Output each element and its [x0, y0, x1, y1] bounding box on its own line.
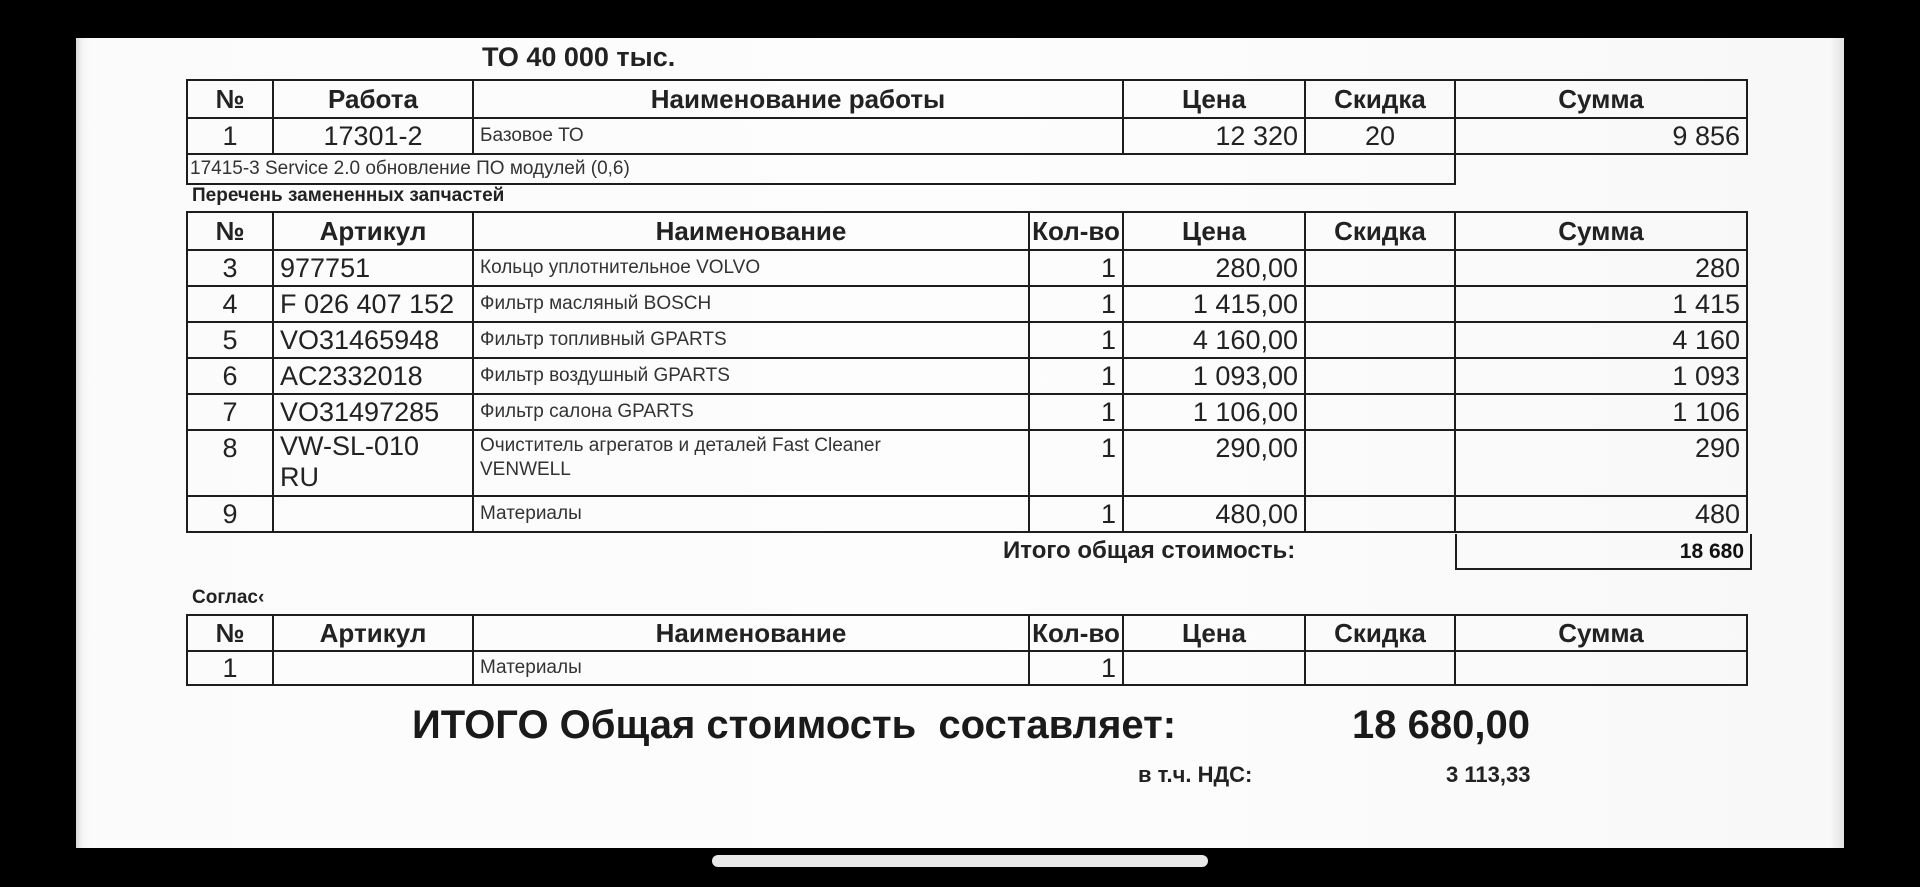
- grand-total-label: ИТОГО Общая стоимость составляет:: [412, 703, 1177, 747]
- row-article: F 026 407 152: [273, 286, 473, 322]
- row-discount: [1305, 394, 1455, 430]
- row-num: 3: [187, 250, 273, 286]
- header-article: Артикул: [273, 212, 473, 250]
- row-price: 1 415,00: [1123, 286, 1305, 322]
- header-price: Цена: [1123, 212, 1305, 250]
- home-indicator[interactable]: [712, 855, 1208, 867]
- row-name-line: Очиститель агрегатов и деталей Fast Cleaner: [480, 435, 881, 456]
- row-discount: [1305, 250, 1455, 286]
- row-qty: 1: [1029, 286, 1123, 322]
- row-num: 1: [187, 651, 273, 685]
- row-qty: 1: [1029, 430, 1123, 496]
- work-note-row: [187, 154, 1747, 184]
- row-name: Материалы: [473, 496, 1029, 532]
- header-price: Цена: [1123, 80, 1305, 118]
- table-row: [187, 651, 1747, 685]
- header-work: Работа: [273, 80, 473, 118]
- row-sum: 4 160: [1455, 322, 1747, 358]
- header-num: №: [187, 615, 273, 651]
- row-sum: 280: [1455, 250, 1747, 286]
- table-header: [187, 615, 1747, 651]
- row-num: 5: [187, 322, 273, 358]
- row-name-line: VENWELL: [480, 459, 571, 480]
- table-row: [187, 118, 1747, 154]
- header-discount: Скидка: [1305, 80, 1455, 118]
- row-num: 9: [187, 496, 273, 532]
- table-row: [187, 430, 1747, 496]
- table-header: [187, 80, 1747, 118]
- parts-total-label: Итого общая стоимость:: [1003, 537, 1296, 564]
- table-row: [187, 496, 1747, 532]
- header-discount: Скидка: [1305, 212, 1455, 250]
- row-qty: 1: [1029, 651, 1123, 685]
- row-qty: 1: [1029, 322, 1123, 358]
- table-header: [187, 212, 1747, 250]
- vat-label: в т.ч. НДС:: [1138, 762, 1253, 787]
- row-sum: 480: [1455, 496, 1747, 532]
- row-sum: 290: [1455, 430, 1747, 496]
- parts-table: [186, 211, 1748, 533]
- row-article: VO31465948: [273, 322, 473, 358]
- row-num: 1: [187, 118, 273, 154]
- header-price: Цена: [1123, 615, 1305, 651]
- row-name: [473, 430, 1029, 496]
- row-article: [273, 651, 473, 685]
- table-row: [187, 322, 1747, 358]
- table-row: [187, 394, 1747, 430]
- row-num: 7: [187, 394, 273, 430]
- table-row: [187, 358, 1747, 394]
- parts-total-box: [1455, 534, 1752, 570]
- row-sum: [1455, 651, 1747, 685]
- row-qty: 1: [1029, 250, 1123, 286]
- row-article: VO31497285: [273, 394, 473, 430]
- row-discount: [1305, 286, 1455, 322]
- row-article: 977751: [273, 250, 473, 286]
- row-num: 8: [187, 430, 273, 496]
- document-title: ТО 40 000 тыс.: [482, 42, 676, 72]
- header-sum: Сумма: [1455, 80, 1747, 118]
- row-discount: [1305, 358, 1455, 394]
- grand-total-value: 18 680,00: [1352, 703, 1530, 747]
- header-num: №: [187, 80, 273, 118]
- header-discount: Скидка: [1305, 615, 1455, 651]
- vat-value: 3 113,33: [1446, 762, 1531, 787]
- row-name: Фильтр воздушный GPARTS: [473, 358, 1029, 394]
- agreed-table: [186, 614, 1748, 686]
- parts-total-value: 18 680: [1679, 540, 1744, 563]
- row-discount: 20: [1305, 118, 1455, 154]
- header-name: Наименование: [473, 615, 1029, 651]
- row-name: Фильтр салона GPARTS: [473, 394, 1029, 430]
- row-discount: [1305, 496, 1455, 532]
- header-sum: Сумма: [1455, 615, 1747, 651]
- row-price: 280,00: [1123, 250, 1305, 286]
- row-price: 480,00: [1123, 496, 1305, 532]
- table-row: [187, 250, 1747, 286]
- row-discount: [1305, 651, 1455, 685]
- row-price: [1123, 651, 1305, 685]
- header-sum: Сумма: [1455, 212, 1747, 250]
- row-article-line: VW-SL-010: [280, 431, 420, 461]
- row-name: Фильтр масляный BOSCH: [473, 286, 1029, 322]
- row-price: 1 093,00: [1123, 358, 1305, 394]
- parts-caption: Перечень замененных запчастей: [192, 185, 505, 206]
- row-name: Кольцо уплотнительное VOLVO: [473, 250, 1029, 286]
- row-article: [273, 430, 473, 496]
- row-discount: [1305, 430, 1455, 496]
- header-num: №: [187, 212, 273, 250]
- work-note: 17415-3 Service 2.0 обновление ПО модулей (0,6): [187, 154, 1455, 184]
- row-article: AC2332018: [273, 358, 473, 394]
- table-row: [187, 286, 1747, 322]
- agreed-caption: Соглас‹: [192, 587, 265, 608]
- row-qty: 1: [1029, 496, 1123, 532]
- row-price: 1 106,00: [1123, 394, 1305, 430]
- row-num: 6: [187, 358, 273, 394]
- row-work-code: 17301-2: [273, 118, 473, 154]
- row-sum: 9 856: [1455, 118, 1747, 154]
- row-sum: 1 106: [1455, 394, 1747, 430]
- row-num: 4: [187, 286, 273, 322]
- row-sum: 1 093: [1455, 358, 1747, 394]
- row-qty: 1: [1029, 394, 1123, 430]
- row-sum: 1 415: [1455, 286, 1747, 322]
- row-qty: 1: [1029, 358, 1123, 394]
- row-price: 290,00: [1123, 430, 1305, 496]
- work-table: [186, 79, 1748, 185]
- row-article-line: RU: [280, 462, 319, 492]
- header-qty: Кол-во: [1029, 615, 1123, 651]
- row-article: [273, 496, 473, 532]
- row-name: Фильтр топливный GPARTS: [473, 322, 1029, 358]
- header-qty: Кол-во: [1029, 212, 1123, 250]
- row-discount: [1305, 322, 1455, 358]
- header-article: Артикул: [273, 615, 473, 651]
- row-price: 12 320: [1123, 118, 1305, 154]
- row-price: 4 160,00: [1123, 322, 1305, 358]
- row-work-name: Базовое ТО: [473, 118, 1123, 154]
- row-name: Материалы: [473, 651, 1029, 685]
- header-name: Наименование: [473, 212, 1029, 250]
- header-work-name: Наименование работы: [473, 80, 1123, 118]
